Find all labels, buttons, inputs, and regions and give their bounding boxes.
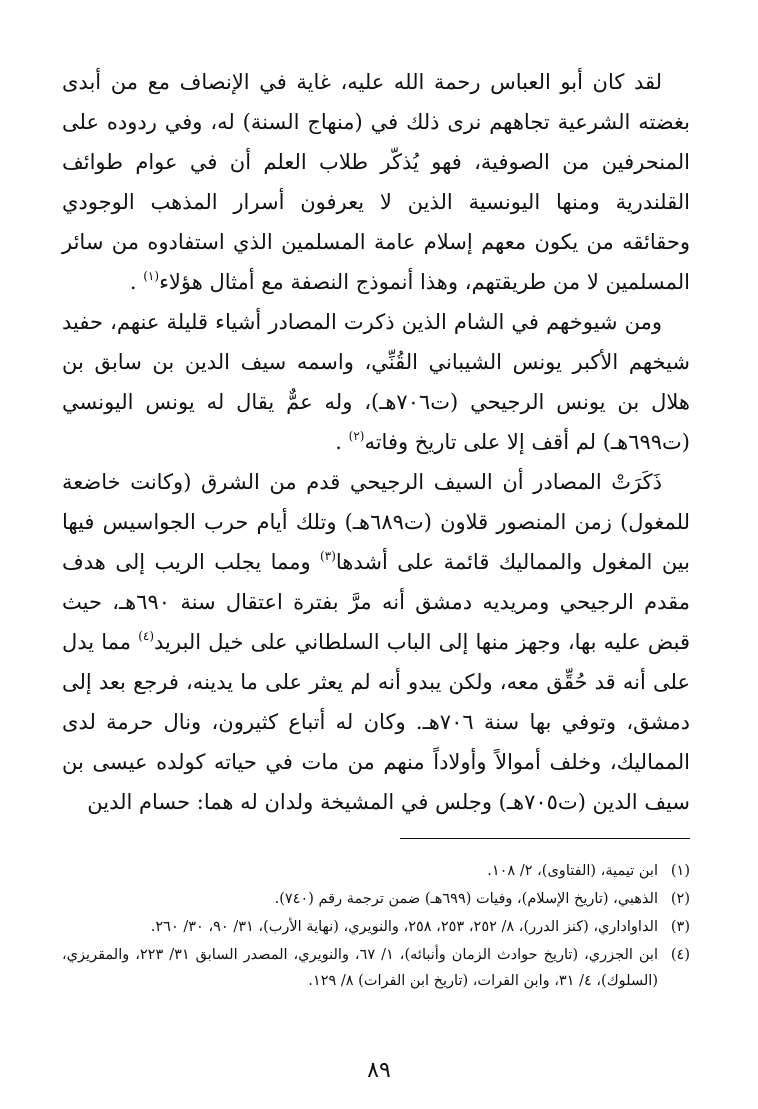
footnote-ref-3: (٣) <box>320 549 336 563</box>
footnote-2 <box>62 886 690 912</box>
footnote-ref-4: (٤) <box>138 629 155 643</box>
paragraph-1 <box>62 62 690 302</box>
footnotes <box>62 858 690 996</box>
footnote-text: ابن تيمية، (الفتاوى)، ٢/ ١٠٨. <box>487 863 658 879</box>
footnote-number: (٣) <box>670 919 690 935</box>
footnote-ref-2: (٢) <box>348 429 365 443</box>
footnote-text: الذهبي، (تاريخ الإسلام)، وفيات (٦٩٩هـ) ضمن ترجمة رقم (٧٤٠). <box>274 891 658 907</box>
footnote-text: ابن الجزري، (تاريخ حوادث الزمان وأنبائه)، ١/ ٦٧، والنويري، المصدر السابق ٣١/ ٢٢٣، والمقريزي، (السلوك)، ٤/ ٣١، وابن الفرات، (تاريخ ابن الفرات) ٨/ ١٢٩. <box>62 947 658 989</box>
page-number: ٨٩ <box>367 1058 391 1083</box>
paragraph-3-tail-2: مما يدل على أنه قد حُقِّق معه، ولكن يبدو أنه لم يعثر على ما يدينه، فرجع بعد إلى دمشق، وتوفي بها سنة ٧٠٦هـ. وكان له أتباع كثيرون، ونال حرمة لدى المماليك، وخلف أموالاً وأولاداً منهم من مات في حياته كولده عيسى بن سيف الدين (ت٧٠٥هـ) وجلس في المشيخة ولدان له هما: حسام الدين <box>62 630 690 814</box>
footnote-3 <box>62 914 690 940</box>
footnote-1 <box>62 858 690 884</box>
paragraph-2 <box>62 302 690 462</box>
footnote-4 <box>62 942 690 994</box>
paragraph-3 <box>62 462 690 822</box>
paragraph-1-tail: . <box>129 270 144 294</box>
footnote-number: (٤) <box>670 947 690 963</box>
footnote-divider <box>400 838 690 839</box>
footnote-ref-1: (١) <box>143 269 160 283</box>
main-text <box>62 62 690 822</box>
paragraph-3-text: ذَكَرَتْ المصادر أن السيف الرجيحي قدم من الشرق (وكانت خاضعة للمغول) زمن المنصور قلاون (ت٦٨٩هـ) وتلك أيام حرب الجواسيس فيها بين المغول والمماليك قائمة على أشدها <box>62 470 690 574</box>
paragraph-1-text: لقد كان أبو العباس رحمة الله عليه، غاية في الإنصاف مع من أبدى بغضته الشرعية تجاههم نرى ذلك في (منهاج السنة) له، وفي ردوده على المنحرفين من الصوفية، فهو يُذكّر طلاب العلم أن في عوام طوائف القلندرية ومنها اليونسية الذين لا يعرفون أسرار المذهب الوجودي وحقائقه من يكون معهم إسلام عامة المسلمين الذي استفادوه من سائر المسلمين لا من طريقتهم، وهذا أنموذج النصفة مع أمثال هؤلاء <box>62 70 690 294</box>
paragraph-2-tail: . <box>335 430 349 454</box>
footnote-number: (٢) <box>670 891 690 907</box>
footnote-text: الداواداري، (كنز الدرر)، ٨/ ٢٥٢، ٢٥٣، ٢٥٨، والنويري، (نهاية الأرب)، ٣١/ ٩٠، ٣٠/ ٢٦٠. <box>150 919 658 935</box>
paragraph-2-text: ومن شيوخهم في الشام الذين ذكرت المصادر أشياء قليلة عنهم، حفيد شيخهم الأكبر يونس الشيباني القُنِّي، واسمه سيف الدين بن سابق بن هلال بن يونس الرجيحي (ت٧٠٦هـ)، وله عمٌّ يقال له يونس اليونسي (ت٦٩٩هـ) لم أقف إلا على تاريخ وفاته <box>62 310 690 454</box>
paragraph-3-tail: ومما يجلب الريب إلى هدف مقدم الرجيحي ومريديه دمشق أنه مرَّ بفترة اعتقال سنة ٦٩٠هـ، حيث قبض عليه بها، وجهز منها إلى الباب السلطاني على خيل البريد <box>62 550 690 654</box>
footnote-number: (١) <box>670 863 690 879</box>
